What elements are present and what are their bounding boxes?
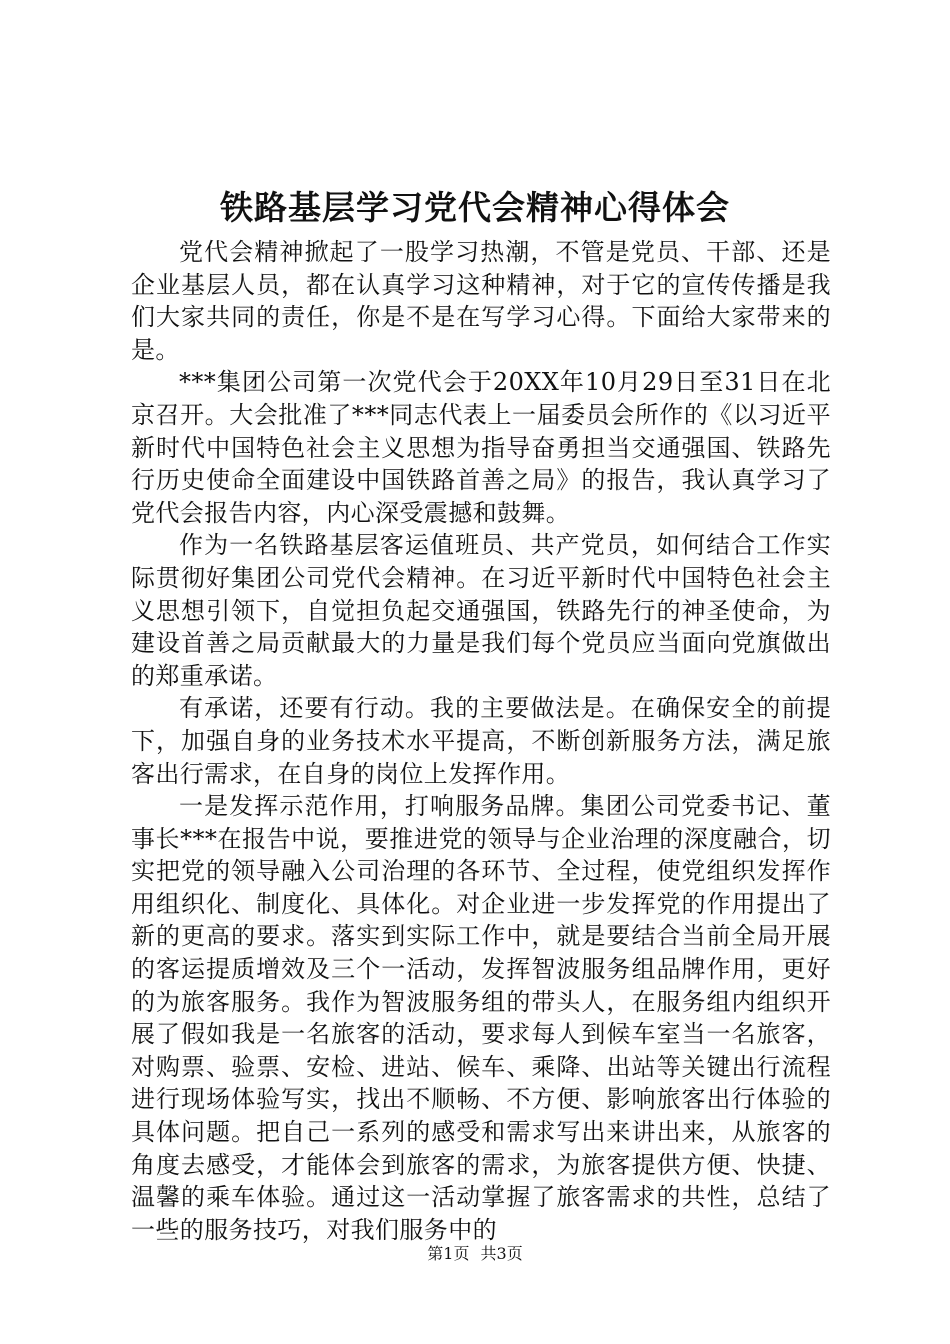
- paragraph-commitment: 有承诺，还要有行动。我的主要做法是。在确保安全的前提下，加强自身的业务技术水平提高，不断创新服务方法，满足旅客出行需求，在自身的岗位上发挥作用。: [131, 694, 831, 788]
- paragraph-intro: 党代会精神掀起了一股学习热潮，不管是党员、干部、还是企业基层人员，都在认真学习这种精神，对于它的宣传传播是我们大家共同的责任，你是不是在写学习心得。下面给大家带来的是。: [131, 238, 831, 364]
- paragraph-congress: ***集团公司第一次党代会于20XX年10月29日至31日在北京召开。大会批准了***同志代表上一届委员会所作的《以习近平新时代中国特色社会主义思想为指导奋勇担当交通强国、铁路先行历史使命全面建设中国铁路首善之局》的报告，我认真学习了党代会报告内容，内心深受震撼和鼓舞。: [131, 368, 831, 527]
- paragraph-role: 作为一名铁路基层客运值班员、共产党员，如何结合工作实际贯彻好集团公司党代会精神。在习近平新时代中国特色社会主义思想引领下，自觉担负起交通强国，铁路先行的神圣使命，为建设首善之局贡献最大的力量是我们每个党员应当面向党旗做出的郑重承诺。: [131, 531, 831, 690]
- paragraph-first-point: 一是发挥示范作用，打响服务品牌。集团公司党委书记、董事长***在报告中说，要推进党的领导与企业治理的深度融合，切实把党的领导融入公司治理的各环节、全过程，使党组织发挥作用组织化、制度化、具体化。对企业进一步发挥党的作用提出了新的更高的要求。落实到实际工作中，就是要结合当前全局开展的客运提质增效及三个一活动，发挥智波服务组品牌作用，更好的为旅客服务。我作为智波服务组的带头人，在服务组内组织开展了假如我是一名旅客的活动，要求每人到候车室当一名旅客，对购票、验票、安检、进站、候车、乘降、出站等关键出行流程进行现场体验写实，找出不顺畅、不方便、影响旅客出行体验的具体问题。把自己一系列的感受和需求写出来讲出来，从旅客的角度去感受，才能体会到旅客的需求，为旅客提供方便、快捷、温馨的乘车体验。通过这一活动掌握了旅客需求的共性，总结了一些的服务技巧，对我们服务中的: [131, 792, 831, 1244]
- page-number-current: 第1页: [427, 1244, 470, 1263]
- document-title: 铁路基层学习党代会精神心得体会: [220, 188, 730, 227]
- page-footer: [0, 1243, 950, 1265]
- document-body: [131, 236, 831, 1246]
- page-number-total: 共3页: [480, 1244, 523, 1263]
